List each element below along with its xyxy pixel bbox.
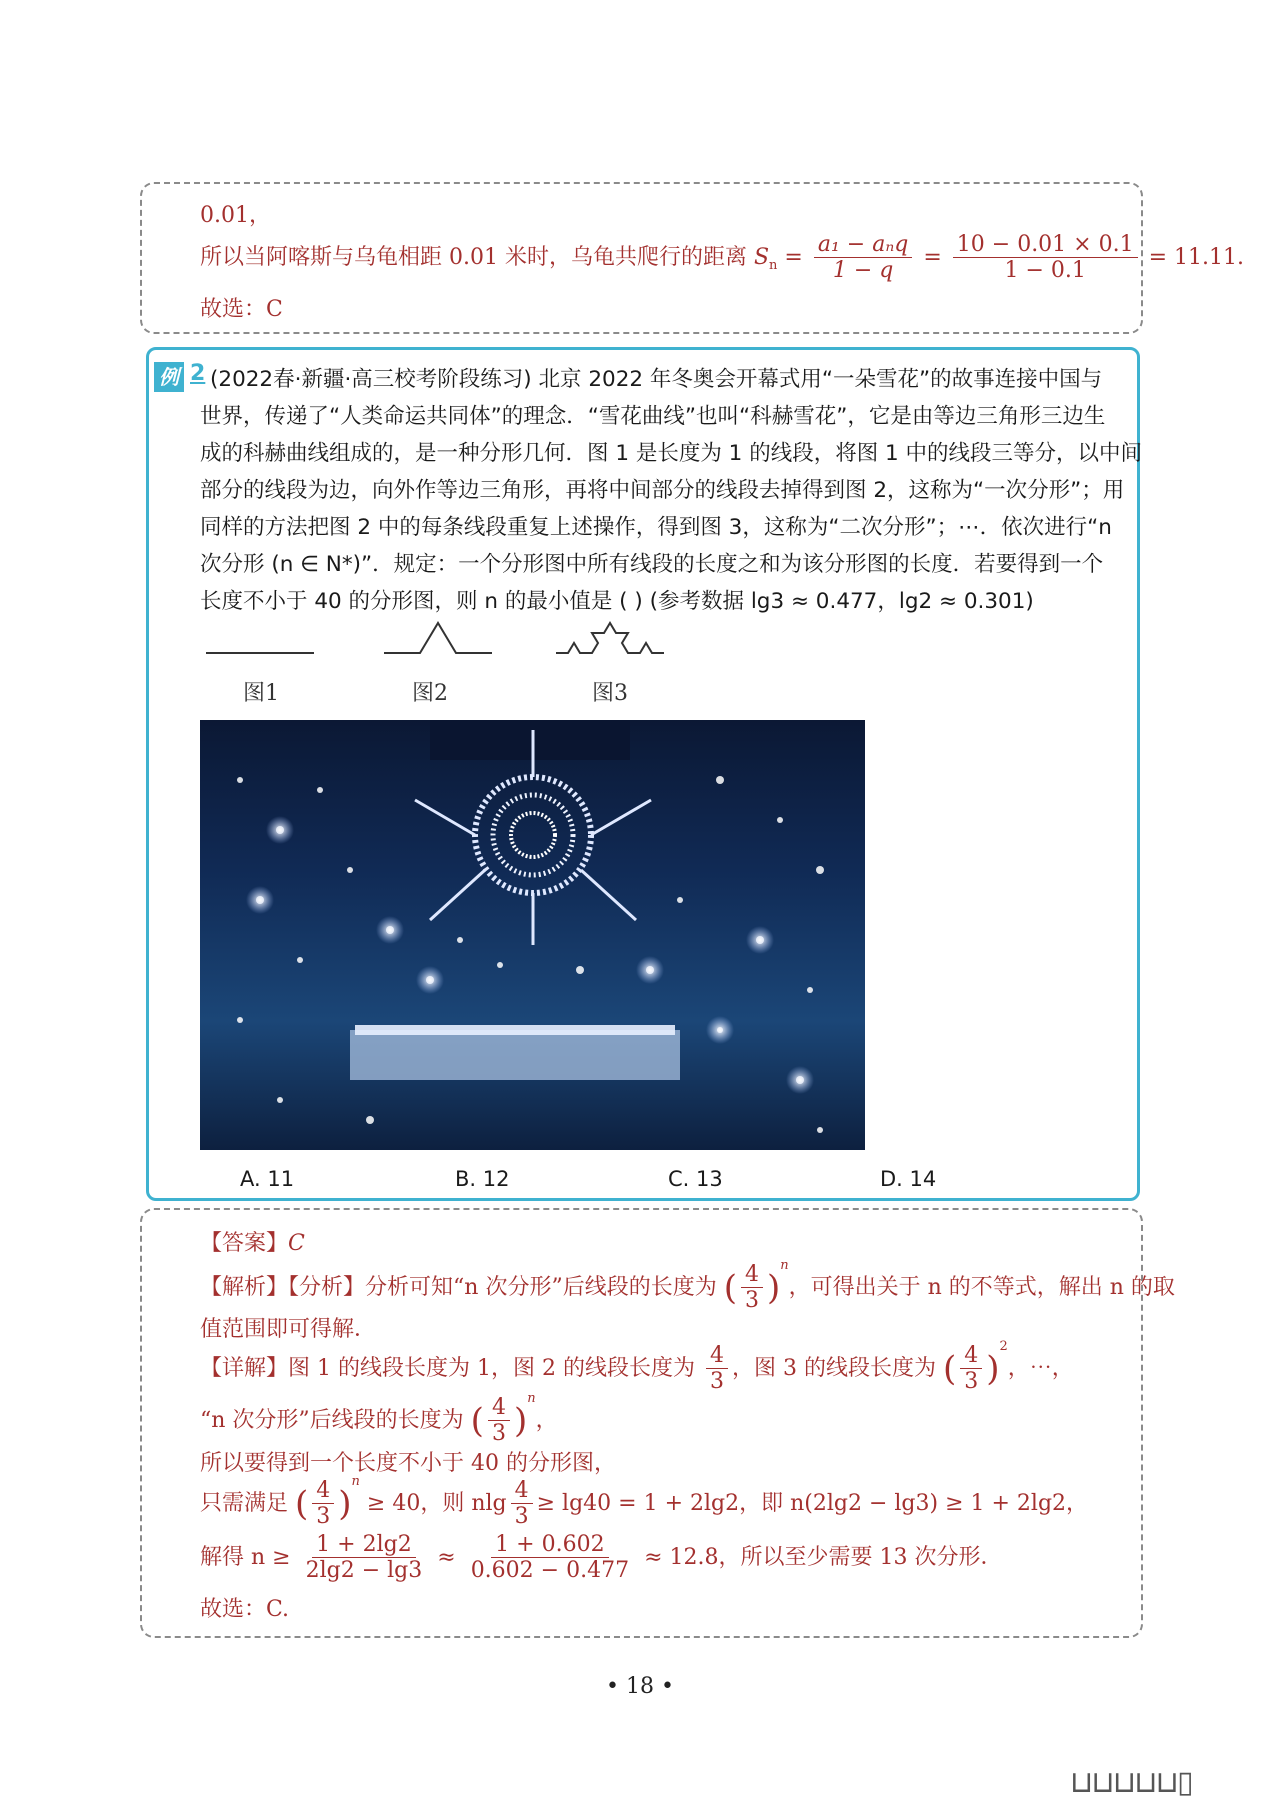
detail-line-1: 【详解】图 1 的线段长度为 1，图 2 的线段长度为 $\frac{4}{3}$ ，图 3 的线段长度为 ( $\frac{4}{3}$ )$^2$，⋯，: [200, 1339, 1074, 1395]
fraction-4-3: $\frac{4}{3}$: [511, 1478, 533, 1530]
detail-text-1: 图 1 的线段长度为 1，图 2 的线段长度为: [288, 1355, 695, 1381]
ceremony-illustration: [200, 720, 865, 1150]
fraction-4-3: $\frac{4}{3}$: [741, 1262, 763, 1314]
analysis-text-2: ，可得出关于 n 的不等式，解出 n 的取: [788, 1274, 1175, 1300]
question-line: 成的科赫曲线组成的，是一种分形几何．图 1 是长度为 1 的线段，将图 1 中的线段三等分，以中间: [200, 441, 1143, 466]
exponent-n: n: [351, 1474, 360, 1489]
analysis-text-1: 分析可知“n 次分形”后线段的长度为: [365, 1274, 717, 1300]
figure-2-curve: [384, 623, 492, 653]
option-b[interactable]: B. 12: [455, 1167, 510, 1191]
detail-line-5: 解得 n ≥ $\frac{1 + 2\lg 2}{2\lg 2 - \lg 3}$ ≈ $\frac{1 + 0.602}{0.602 - 0.477}$ ≈ 12.8，所以至少需要 13 次分形．: [200, 1532, 1003, 1584]
sn-symbol: S: [753, 244, 770, 270]
need-text-b: ≥ 40，则 nlg: [366, 1490, 507, 1516]
formula-result: = 11.11.: [1148, 244, 1244, 270]
formula-fraction-1: $\frac{\text{a₁ − aₙq}}{1 - q}$: [814, 232, 912, 284]
option-a[interactable]: A. 11: [240, 1167, 295, 1191]
solve-fraction-2: $\frac{1 + 0.602}{0.602 - 0.477}$: [470, 1532, 630, 1584]
need-text-a: 只需满足: [200, 1490, 289, 1516]
olympic-ceremony-photo: [200, 720, 865, 1150]
figure-3-label: 图3: [592, 681, 628, 706]
option-c[interactable]: C. 13: [668, 1167, 723, 1191]
solution-line-1: 0.01，: [200, 203, 271, 228]
analysis-line-1: 【解析】【分析】分析可知“n 次分形”后线段的长度为 ( $\frac{4}{3}$ )$^n$，可得出关于 n 的不等式，解出 n 的取: [200, 1258, 1175, 1314]
fraction-4-3: $\frac{4}{3}$: [706, 1343, 728, 1395]
detail-line-3: 所以要得到一个长度不小于 40 的分形图，: [200, 1451, 616, 1476]
detail-text-2: ，图 3 的线段长度为: [731, 1355, 936, 1381]
koch-figures: [200, 615, 680, 675]
question-line: 世界，传递了“人类命运共同体”的理念．“雪花曲线”也叫“科赫雪花”，它是由等边三角形三边生: [200, 404, 1106, 429]
example-tag: 例: [154, 362, 184, 392]
final-answer: 故选：C.: [200, 1597, 290, 1622]
question-line: 部分的线段为边，向外作等边三角形，再将中间部分的线段去掉得到图 2，这称为“一次分形”；用: [200, 478, 1125, 503]
exponent-n: n: [780, 1258, 789, 1273]
figure-2-label: 图2: [412, 681, 448, 706]
answer-label: 【答案】: [200, 1231, 289, 1256]
question-line: 长度不小于 40 的分形图，则 n 的最小值是 ( ) (参考数据 lg3 ≈ 0.477，lg2 ≈ 0.301): [200, 589, 1034, 614]
solve-text-b: ≈ 12.8，所以至少需要 13 次分形．: [644, 1544, 1003, 1570]
fraction-4-3: $\frac{4}{3}$: [312, 1478, 334, 1530]
watermark: ⊔⊔⊔⊔⊔▯: [1070, 1765, 1192, 1800]
page-number: • 18 •: [606, 1674, 674, 1699]
detail-label: 【详解】: [200, 1355, 289, 1381]
exponent-n: n: [527, 1391, 536, 1406]
answer-line: [200, 1226, 305, 1257]
solution-line-3: 故选：C: [200, 297, 283, 322]
analysis-label: 【解析】: [200, 1274, 289, 1300]
detail-text-3: ，⋯，: [1007, 1355, 1074, 1381]
sn-subscript: n: [769, 258, 778, 274]
need-text-c: ≥ lg40 = 1 + 2lg2，即 n(2lg2 − lg3) ≥ 1 + 2lg2，: [536, 1490, 1089, 1516]
solve-text-a: 解得 n ≥: [200, 1544, 291, 1570]
figure-1-label: 图1: [243, 681, 279, 706]
solution-line-2: 所以当阿喀斯与乌龟相距 0.01 米时，乌龟共爬行的距离 $S_n$ = $\frac{\text{a₁ − aₙq}}{1 - q}$ = $\frac{10 - 0.01 \times 0.1}{1 - 0.1}$ = 11.11.: [200, 232, 1244, 284]
detail-line-4: 只需满足 ( $\frac{4}{3}$ )$^n$ ≥ 40，则 nlg $\frac{4}{3}$ ≥ lg40 = 1 + 2lg2，即 n(2lg2 − lg3) ≥ 1 + 2lg2，: [200, 1474, 1089, 1530]
detail-n-text: “n 次分形”后线段的长度为: [200, 1407, 464, 1433]
fraction-4-3: $\frac{4}{3}$: [960, 1343, 982, 1395]
solve-fraction-1: $\frac{1 + 2\lg 2}{2\lg 2 - \lg 3}$: [305, 1532, 423, 1584]
option-d[interactable]: D. 14: [880, 1167, 937, 1191]
exponent-2: 2: [999, 1339, 1008, 1354]
example-number: 2: [190, 361, 206, 386]
answer-value: C: [288, 1231, 305, 1256]
formula-fraction-2: $\frac{10 - 0.01 \times 0.1}{1 - 0.1}$: [953, 232, 1138, 284]
figure-3-curve: [556, 623, 664, 653]
solution-line-2-text: 所以当阿喀斯与乌龟相距 0.01 米时，乌龟共爬行的距离: [200, 244, 754, 270]
question-line: 次分形 (n ∈ N*)”．规定：一个分形图中所有线段的长度之和为该分形图的长度．若要得到一个: [200, 552, 1104, 577]
detail-line-2: “n 次分形”后线段的长度为 ( $\frac{4}{3}$ )$^n$，: [200, 1391, 558, 1447]
children-group: [350, 1030, 680, 1080]
analysis-line-2: 值范围即可得解．: [200, 1317, 377, 1342]
question-line: (2022春·新疆·高三校考阶段练习) 北京 2022 年冬奥会开幕式用“一朵雪花”的故事连接中国与: [210, 367, 1103, 392]
fraction-4-3: $\frac{4}{3}$: [488, 1395, 510, 1447]
analysis-sub-label: 【分析】: [288, 1274, 366, 1300]
question-line: 同样的方法把图 2 中的每条线段重复上述操作，得到图 3，这称为“二次分形”；⋯．依次进行“n: [200, 515, 1112, 540]
